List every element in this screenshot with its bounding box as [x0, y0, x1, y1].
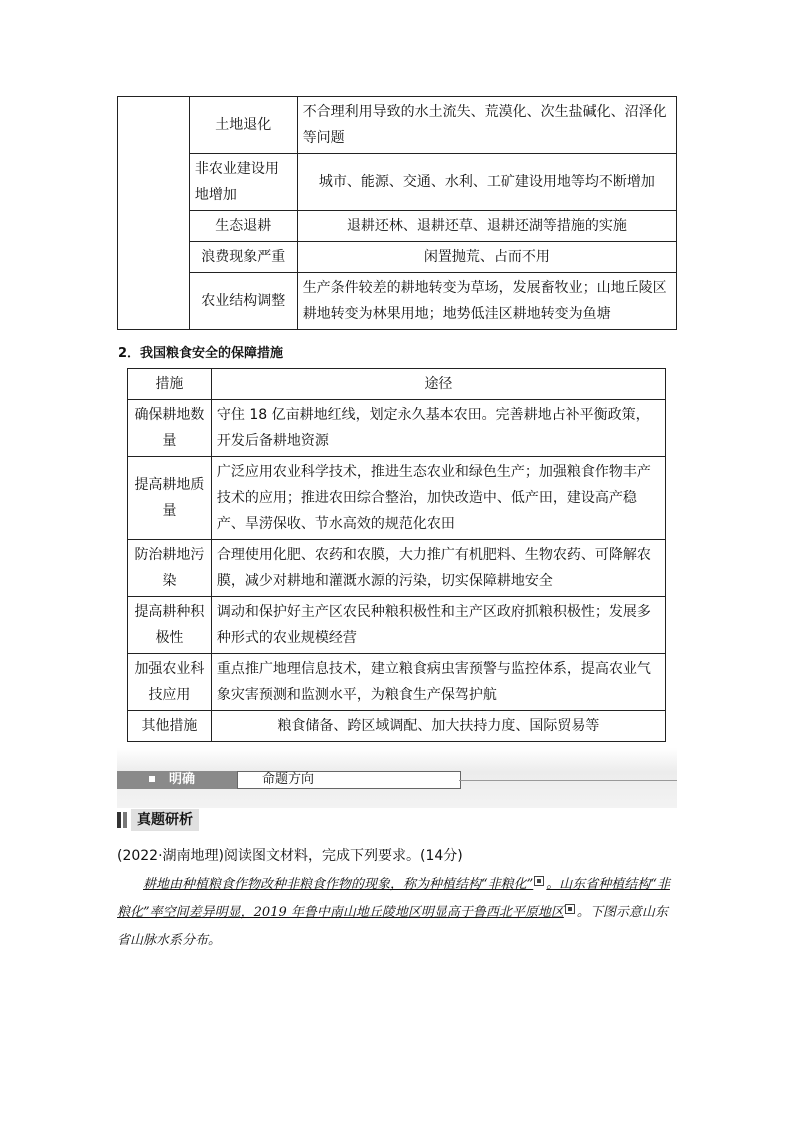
table-row-label: 非农业建设用地增加 [189, 154, 297, 211]
table-path: 调动和保护好主产区农民种粮积极性和主产区政府抓粮积极性；发展多种形式的农业规模经营 [211, 597, 665, 654]
table-header-measure: 措施 [128, 369, 212, 400]
table-measure: 确保耕地数量 [128, 400, 212, 457]
table-measure: 其他措施 [128, 711, 212, 742]
table-path: 粮食储备、跨区域调配、加大扶持力度、国际贸易等 [211, 711, 665, 742]
annotation-mark-icon [534, 876, 544, 886]
table-row-desc: 生产条件较差的耕地转变为草场，发展畜牧业；山地丘陵区耕地转变为林果用地；地势低洼区耕地转变为鱼塘 [297, 273, 676, 330]
passage [117, 871, 679, 955]
banner-divider [459, 780, 677, 781]
table-empty-cell [118, 97, 190, 330]
table-row-desc: 城市、能源、交通、水利、工矿建设用地等均不断增加 [297, 154, 676, 211]
square-bullet-icon [149, 776, 155, 782]
land-change-table [117, 96, 677, 330]
table-measure: 加强农业科技应用 [128, 654, 212, 711]
table-row-label: 土地退化 [189, 97, 297, 154]
passage-part2: 。山东省种植结构“非粮化”率空间差异明显，2019 年鲁中南山地丘陵地区明显高于鲁西北平原地区 [117, 877, 670, 920]
passage-part1: 耕地由种植粮食作物改种非粮食作物的现象，称为种植结构“非粮化” [143, 877, 534, 892]
table-path: 合理使用化肥、农药和农膜，大力推广有机肥料、生物农药、可降解农膜，减少对耕地和灌溉水源的污染，切实保障耕地安全 [211, 540, 665, 597]
food-security-table [127, 368, 666, 742]
table-measure: 提高耕种积极性 [128, 597, 212, 654]
banner-dark-label: 明确 [169, 772, 196, 787]
table-path: 重点推广地理信息技术，建立粮食病虫害预警与监控体系，提高农业气象灾害预测和监测水平，为粮食生产保驾护航 [211, 654, 665, 711]
table-row-label: 浪费现象严重 [189, 242, 297, 273]
table-path: 广泛应用农业科学技术，推进生态农业和绿色生产；加强粮食作物丰产技术的应用；推进农田综合整治，加快改造中、低产田，建设高产稳产、旱涝保收、节水高效的规范化农田 [211, 457, 665, 540]
table-measure: 防治耕地污染 [128, 540, 212, 597]
table-header-path: 途径 [211, 369, 665, 400]
table-row-label: 生态退耕 [189, 211, 297, 242]
passage-part3: 。下图示意山东省山脉水系分布。 [117, 905, 668, 948]
banner-light-tab [237, 771, 461, 789]
banner-dark-tab [117, 771, 237, 789]
table-measure: 提高耕地质量 [128, 457, 212, 540]
table-row-label: 农业结构调整 [189, 273, 297, 330]
section-label-text: 真题研析 [131, 809, 199, 831]
annotation-mark-icon [565, 904, 575, 914]
question-intro: (2022·湖南地理)阅读图文材料，完成下列要求。(14分) [117, 848, 463, 864]
banner-bar [117, 771, 677, 789]
table-row-desc: 退耕还林、退耕还草、退耕还湖等措施的实施 [297, 211, 676, 242]
section-heading: 2．我国粮食安全的保障措施 [118, 346, 284, 361]
table-row-desc: 闲置抛荒、占而不用 [297, 242, 676, 273]
table-path: 守住 18 亿亩耕地红线，划定永久基本农田。完善耕地占补平衡政策，开发后备耕地资源 [211, 400, 665, 457]
banner-light-label: 命题方向 [262, 772, 315, 787]
table-row-desc: 不合理利用导致的水土流失、荒漠化、次生盐碱化、沼泽化等问题 [297, 97, 676, 154]
double-bar-icon [117, 812, 129, 828]
